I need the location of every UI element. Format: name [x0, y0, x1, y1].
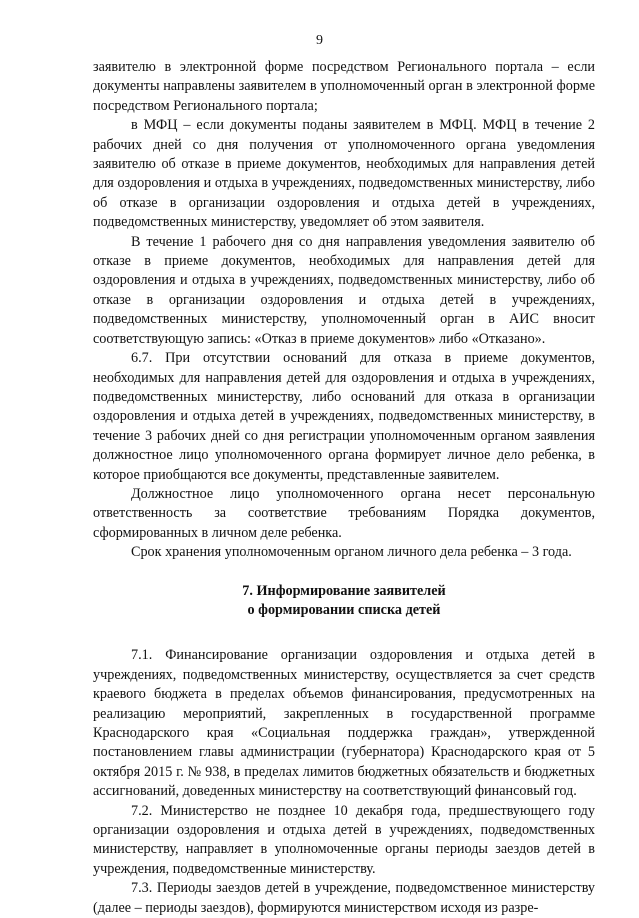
paragraph-responsibility: Должностное лицо уполномоченного органа несет персональную ответственность за соответствие требованиям Порядка документов, сформированных в личном деле ребенка.	[93, 485, 595, 541]
page-number: 9	[316, 33, 323, 48]
paragraph-mfc-notification: в МФЦ – если документы поданы заявителем в МФЦ. МФЦ в течение 2 рабочих дней со дня получения от уполномоченного органа уведомления заявителю об отказе в приеме документов, необходимых для направления детей для оздоровления и отдыха в учреждениях, подведомственных министерству, либо об отказе в организации оздоровления и отдыха детей в учреждениях, подведомственных министерству, уведомляет об этом заявителя.	[93, 117, 595, 231]
section-7-heading	[93, 582, 595, 621]
paragraph-6-7: 6.7. При отсутствии оснований для отказа в приеме документов, необходимых для направления детей для оздоровления и отдыха в учреждениях, подведомственных министерству, либо оснований для отказа в организации оздоровления и отдыха детей в учреждениях, подведомственных министерству, в течение 3 рабочих дней со дня регистрации уполномоченным органом заявления должностное лицо уполномоченного органа формирует личное дело ребенка, в которое приобщаются все документы, представленные заявителем.	[93, 350, 595, 483]
paragraph-continuation: заявителю в электронной форме посредством Регионального портала – если документы направлены заявителем в уполномоченный орган в электронной форме посредством Регионального портала;	[93, 59, 595, 114]
section-title-line-2: о формировании списка детей	[247, 601, 441, 618]
paragraph-7-2: 7.2. Министерство не позднее 10 декабря года, предшествующего году организации оздоровления и отдыха детей в учреждениях, подведомственных министерству, направляет в уполномоченные органы периоды заездов детей в учреждения, подведомственные министерству.	[93, 802, 595, 877]
section-title-line-1: 7. Информирование заявителей	[242, 582, 446, 599]
paragraph-ais-record: В течение 1 рабочего дня со дня направления уведомления заявителю об отказе в приеме документов, необходимых для направления детей для оздоровления и отдыха в учреждениях, подведомственных министерству, либо об отказе в организации оздоровления и отдыха детей в учреждениях, подведомственных министерству, уполномоченный орган в АИС вносит соответствующую запись: «Отказ в приеме документов» либо «Отказано».	[93, 233, 595, 347]
paragraph-7-3: 7.3. Периоды заездов детей в учреждение, подведомственное министерству (далее – периоды заездов), формируются министерством исходя из разре-	[93, 880, 595, 916]
paragraph-7-1: 7.1. Финансирование организации оздоровления и отдыха детей в учреждениях, подведомственных министерству, осуществляется за счет средств краевого бюджета в пределах объемов финансирования, предусмотренных на реализацию мероприятий, закрепленных в государственной программе Краснодарского края «Социальная поддержка граждан», утвержденной постановлением главы администрации (губернатора) Краснодарского края от 5 октября 2015 г. № 938, в пределах лимитов бюджетных обязательств и бюджетных ассигнований, доведенных министерству на соответствующий финансовый год.	[93, 647, 595, 800]
document-body	[93, 58, 595, 918]
paragraph-storage-period: Срок хранения уполномоченным органом личного дела ребенка – 3 года.	[131, 544, 572, 561]
